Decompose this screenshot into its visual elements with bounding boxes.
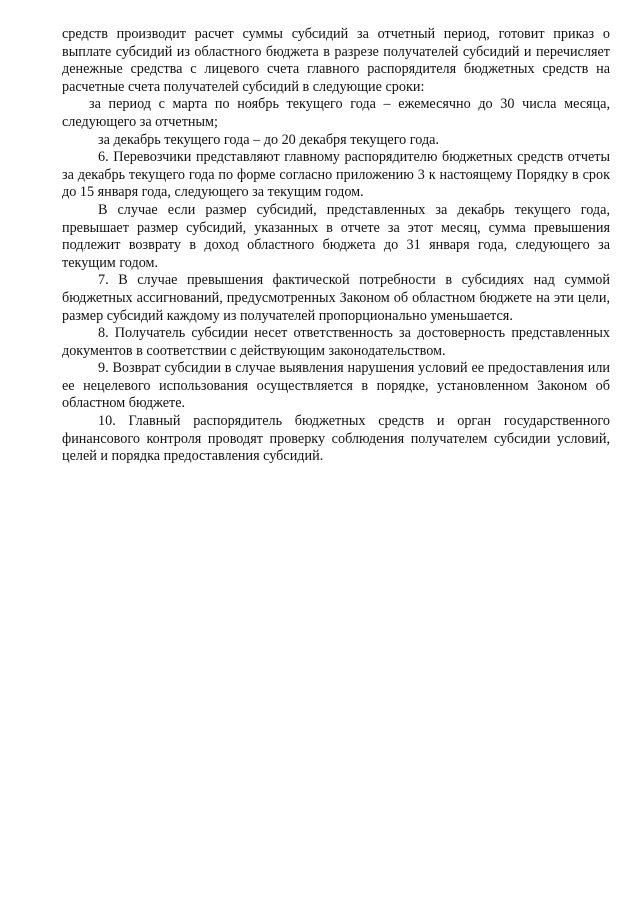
paragraph-term-march-november: за период с марта по ноябрь текущего года – ежемесячно до 30 числа месяца, следующего за отчетным; <box>62 96 610 130</box>
document-page <box>62 26 610 466</box>
paragraph-9-return: 9. Возврат субсидии в случае выявления нарушения условий ее предоставления или ее нецелевого использования осуществляется в порядке, установленном Законом об областном бюджете. <box>62 360 610 412</box>
paragraph-8-responsibility: 8. Получатель субсидии несет ответственность за достоверность представленных документов в соответствии с действующим законодательством. <box>62 325 610 359</box>
paragraph-6-reports: 6. Перевозчики представляют главному распорядителю бюджетных средств отчеты за декабрь текущего года по форме согласно приложению 3 к настоящему Порядку в срок до 15 января года, следующего за текущим годом. <box>62 149 610 201</box>
paragraph-term-december: за декабрь текущего года – до 20 декабря текущего года. <box>98 131 440 148</box>
paragraph-10-control: 10. Главный распорядитель бюджетных средств и орган государственного финансового контроля проводят проверку соблюдения получателем субсидии условий, целей и порядка предоставления субсидий. <box>62 413 610 465</box>
paragraph-7-excess-need: 7. В случае превышения фактической потребности в субсидиях над суммой бюджетных ассигнований, предусмотренных Законом об областном бюджете на эти цели, размер субсидий каждому из получателей пропорционально уменьшается. <box>62 272 610 324</box>
paragraph-payment-procedure: средств производит расчет суммы субсидий за отчетный период, готовит приказ о выплате субсидий из областного бюджета в разрезе получателей субсидий и перечисляет денежные средства с лицевого счета главного распорядителя бюджетных средств на расчетные счета получателей субсидий в следующие сроки: <box>62 26 610 95</box>
paragraph-6-refund: В случае если размер субсидий, представленных за декабрь текущего года, превышает размер субсидий, указанных в отчете за этот месяц, сумма превышения подлежит возврату в доход областного бюджета до 31 января года, следующего за текущим годом. <box>62 201 610 271</box>
